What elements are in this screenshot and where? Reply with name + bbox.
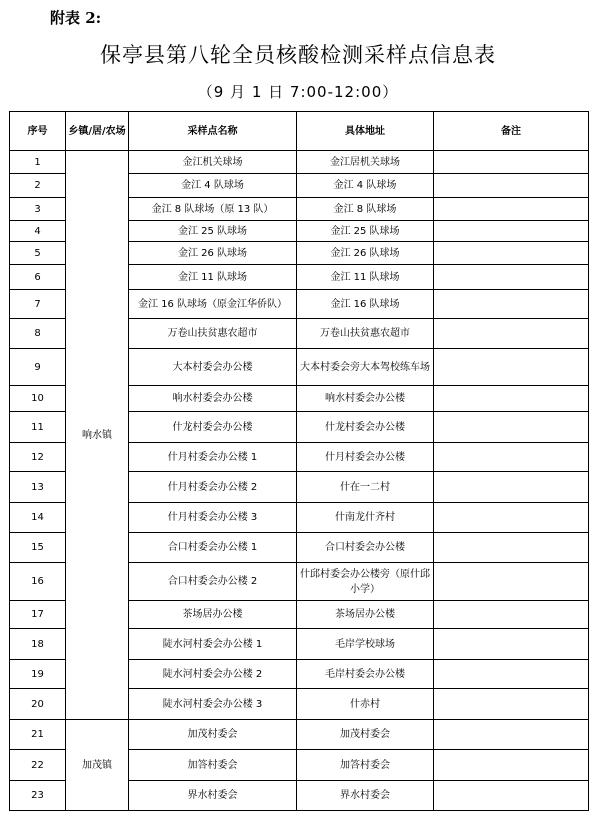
row-serial: 2	[10, 174, 66, 198]
row-site-name: 金江 16 队球场（原金江华侨队）	[129, 290, 297, 319]
row-site-name: 什龙村委会办公楼	[129, 412, 297, 443]
row-note	[434, 720, 589, 750]
row-site-name: 金江 8 队球场（原 13 队）	[129, 198, 297, 221]
row-serial: 12	[10, 443, 66, 472]
row-site-name: 万卷山扶贫惠农超市	[129, 319, 297, 349]
row-site-name: 金江 26 队球场	[129, 242, 297, 265]
row-address: 什在一二村	[297, 472, 434, 503]
row-note	[434, 563, 589, 601]
row-serial: 15	[10, 533, 66, 563]
row-serial: 17	[10, 601, 66, 629]
row-serial: 3	[10, 198, 66, 221]
row-serial: 7	[10, 290, 66, 319]
row-address: 加答村委会	[297, 750, 434, 781]
row-note	[434, 174, 589, 198]
row-site-name: 加茂村委会	[129, 720, 297, 750]
row-note	[434, 221, 589, 242]
row-address: 什邱村委会办公楼旁（原什邱小学）	[297, 563, 434, 601]
row-address: 大本村委会旁大本驾校练车场	[297, 349, 434, 386]
row-address: 什龙村委会办公楼	[297, 412, 434, 443]
row-address: 什南龙什齐村	[297, 503, 434, 533]
row-note	[434, 151, 589, 174]
row-site-name: 陡水河村委会办公楼 2	[129, 660, 297, 689]
row-serial: 23	[10, 781, 66, 811]
table-row	[10, 151, 589, 174]
row-address: 金江 4 队球场	[297, 174, 434, 198]
row-town: 响水镇	[66, 151, 129, 720]
row-note	[434, 601, 589, 629]
row-note	[434, 349, 589, 386]
row-note	[434, 386, 589, 412]
row-address: 茶场居办公楼	[297, 601, 434, 629]
row-site-name: 合口村委会办公楼 2	[129, 563, 297, 601]
row-address: 金江 16 队球场	[297, 290, 434, 319]
row-serial: 14	[10, 503, 66, 533]
row-note	[434, 198, 589, 221]
row-site-name: 金江 25 队球场	[129, 221, 297, 242]
row-address: 合口村委会办公楼	[297, 533, 434, 563]
row-address: 金江 8 队球场	[297, 198, 434, 221]
row-serial: 16	[10, 563, 66, 601]
row-note	[434, 443, 589, 472]
row-note	[434, 412, 589, 443]
row-note	[434, 503, 589, 533]
row-serial: 5	[10, 242, 66, 265]
row-site-name: 陡水河村委会办公楼 3	[129, 689, 297, 720]
row-site-name: 响水村委会办公楼	[129, 386, 297, 412]
row-serial: 21	[10, 720, 66, 750]
row-serial: 13	[10, 472, 66, 503]
row-site-name: 加答村委会	[129, 750, 297, 781]
row-note	[434, 689, 589, 720]
row-note	[434, 290, 589, 319]
attachment-label: 附表 2:	[50, 9, 102, 27]
row-site-name: 什月村委会办公楼 3	[129, 503, 297, 533]
row-address: 加茂村委会	[297, 720, 434, 750]
row-site-name: 合口村委会办公楼 1	[129, 533, 297, 563]
header-address: 具体地址	[297, 112, 434, 151]
page-subtitle: （9 月 1 日 7:00-12:00）	[197, 83, 399, 101]
header-serial: 序号	[10, 112, 66, 151]
row-site-name: 什月村委会办公楼 1	[129, 443, 297, 472]
row-site-name: 茶场居办公楼	[129, 601, 297, 629]
header-note: 备注	[434, 112, 589, 151]
row-serial: 1	[10, 151, 66, 174]
row-serial: 4	[10, 221, 66, 242]
sampling-sites-table	[9, 111, 589, 811]
row-serial: 22	[10, 750, 66, 781]
header-town: 乡镇/居/农场	[66, 112, 129, 151]
row-address: 毛岸学校球场	[297, 629, 434, 660]
row-site-name: 什月村委会办公楼 2	[129, 472, 297, 503]
row-note	[434, 319, 589, 349]
row-note	[434, 660, 589, 689]
row-site-name: 陡水河村委会办公楼 1	[129, 629, 297, 660]
row-site-name: 界水村委会	[129, 781, 297, 811]
row-serial: 18	[10, 629, 66, 660]
row-address: 金江 26 队球场	[297, 242, 434, 265]
row-address: 万卷山扶贫惠农超市	[297, 319, 434, 349]
row-address: 什月村委会办公楼	[297, 443, 434, 472]
row-address: 毛岸村委会办公楼	[297, 660, 434, 689]
table-body	[10, 151, 589, 811]
page-title: 保亭县第八轮全员核酸检测采样点信息表	[100, 43, 496, 67]
row-address: 什赤村	[297, 689, 434, 720]
row-site-name: 大本村委会办公楼	[129, 349, 297, 386]
row-serial: 20	[10, 689, 66, 720]
row-serial: 8	[10, 319, 66, 349]
row-serial: 11	[10, 412, 66, 443]
row-address: 界水村委会	[297, 781, 434, 811]
row-address: 金江 25 队球场	[297, 221, 434, 242]
table-header-row	[10, 112, 589, 151]
row-address: 金江居机关球场	[297, 151, 434, 174]
row-site-name: 金江 4 队球场	[129, 174, 297, 198]
row-serial: 10	[10, 386, 66, 412]
table-row	[10, 720, 589, 750]
row-site-name: 金江 11 队球场	[129, 265, 297, 290]
row-site-name: 金江机关球场	[129, 151, 297, 174]
row-town: 加茂镇	[66, 720, 129, 811]
row-address: 响水村委会办公楼	[297, 386, 434, 412]
row-note	[434, 265, 589, 290]
row-serial: 9	[10, 349, 66, 386]
row-note	[434, 629, 589, 660]
row-note	[434, 533, 589, 563]
row-address: 金江 11 队球场	[297, 265, 434, 290]
row-note	[434, 750, 589, 781]
row-note	[434, 242, 589, 265]
row-note	[434, 781, 589, 811]
row-serial: 6	[10, 265, 66, 290]
row-serial: 19	[10, 660, 66, 689]
header-site-name: 采样点名称	[129, 112, 297, 151]
row-note	[434, 472, 589, 503]
